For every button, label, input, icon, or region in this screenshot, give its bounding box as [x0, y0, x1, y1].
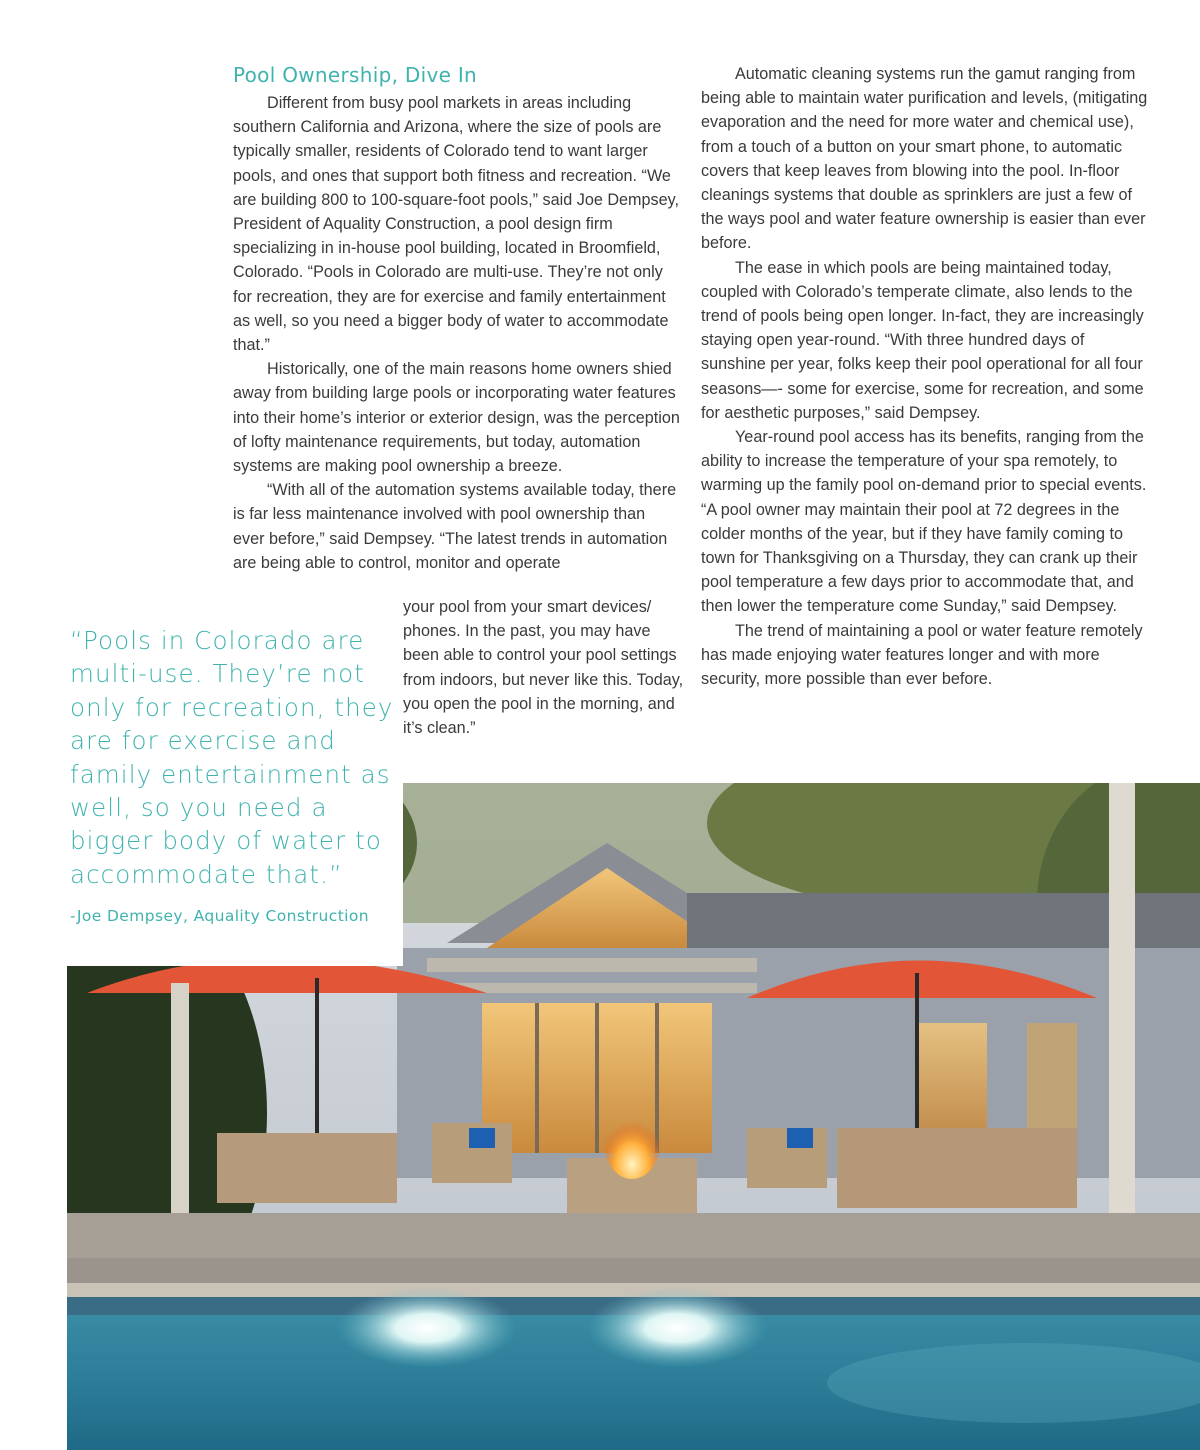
left-column-continued: [403, 595, 685, 740]
paragraph: Year-round pool access has its benefits, ranging from the ability to increase the temperature of your spa remotely, to warming up the family pool on-demand prior to special events. “A pool owner may maintain their pool at 72 degrees in the colder months of the year, but if they have family coming to town for Thanksgiving on a Thursday, they can crank up their pool temperature a few days prior to accommodate that, and then lower the temperature come Sunday,” said Dempsey.: [701, 428, 1147, 616]
pull-quote-text: “Pools in Colorado are multi-use. They’re not only for recreation, they are for exercise and family entertainment as well, so you need a bigger body of water to accommodate that.”: [70, 626, 394, 889]
paragraph: The trend of maintaining a pool or water feature remotely has made enjoying water features longer and with more security, more possible than ever before.: [701, 621, 1143, 689]
pull-quote-attribution: -Joe Dempsey, Aquality Construction: [70, 907, 369, 926]
right-column: [701, 62, 1153, 691]
paragraph: Different from busy pool markets in areas including southern California and Arizona, where the size of pools are typically smaller, residents of Colorado tend to want larger pools, and ones that support both fitness and recreation. “We are building 800 to 100-square-foot pools,” said Joe Dempsey, President of Aquality Construction, a pool design firm specializing in in-house pool building, located in Broomfield, Colorado. “Pools in Colorado are multi-use. They’re not only for recreation, they are for exercise and family entertainment as well, so you need a bigger body of water to accommodate that.”: [233, 94, 680, 355]
paragraph: Historically, one of the main reasons home owners shied away from building large pools or incorporating water features into their home’s interior or exterior design, was the perception of lofty maintenance requirements, but today, automation systems are making pool ownership a breeze.: [233, 360, 680, 476]
paragraph: Automatic cleaning systems run the gamut ranging from being able to maintain water purification and levels, (mitigating evaporation and the need for more water and chemical use), from a touch of a button on your smart phone, to automatic covers that keep leaves from blowing into the pool. In-floor cleanings systems that double as sprinklers are just a few of the ways pool and water feature ownership is easier than ever before.: [701, 65, 1148, 253]
pull-quote: [70, 624, 400, 925]
left-column: [233, 62, 681, 575]
section-heading: Pool Ownership, Dive In: [233, 63, 478, 87]
paragraph: The ease in which pools are being maintained today, coupled with Colorado’s temperate climate, also lends to the trend of pools being open longer. In-fact, they are increasingly staying open year-round. “With three hundred days of sunshine per year, folks keep their pool operational for all four seasons—- some for exercise, some for recreation, and some for aesthetic purposes,” said Dempsey.: [701, 258, 1144, 422]
paragraph: your pool from your smart devices/ phones. In the past, you may have been able to control your pool settings from indoors, but never like this. Today, you open the pool in the morning, and it’s clean.”: [403, 598, 684, 738]
paragraph: “With all of the automation systems available today, there is far less maintenance involved with pool ownership than ever before,” said Dempsey. “The latest trends in automation are being able to control, monitor and operate: [233, 481, 677, 572]
